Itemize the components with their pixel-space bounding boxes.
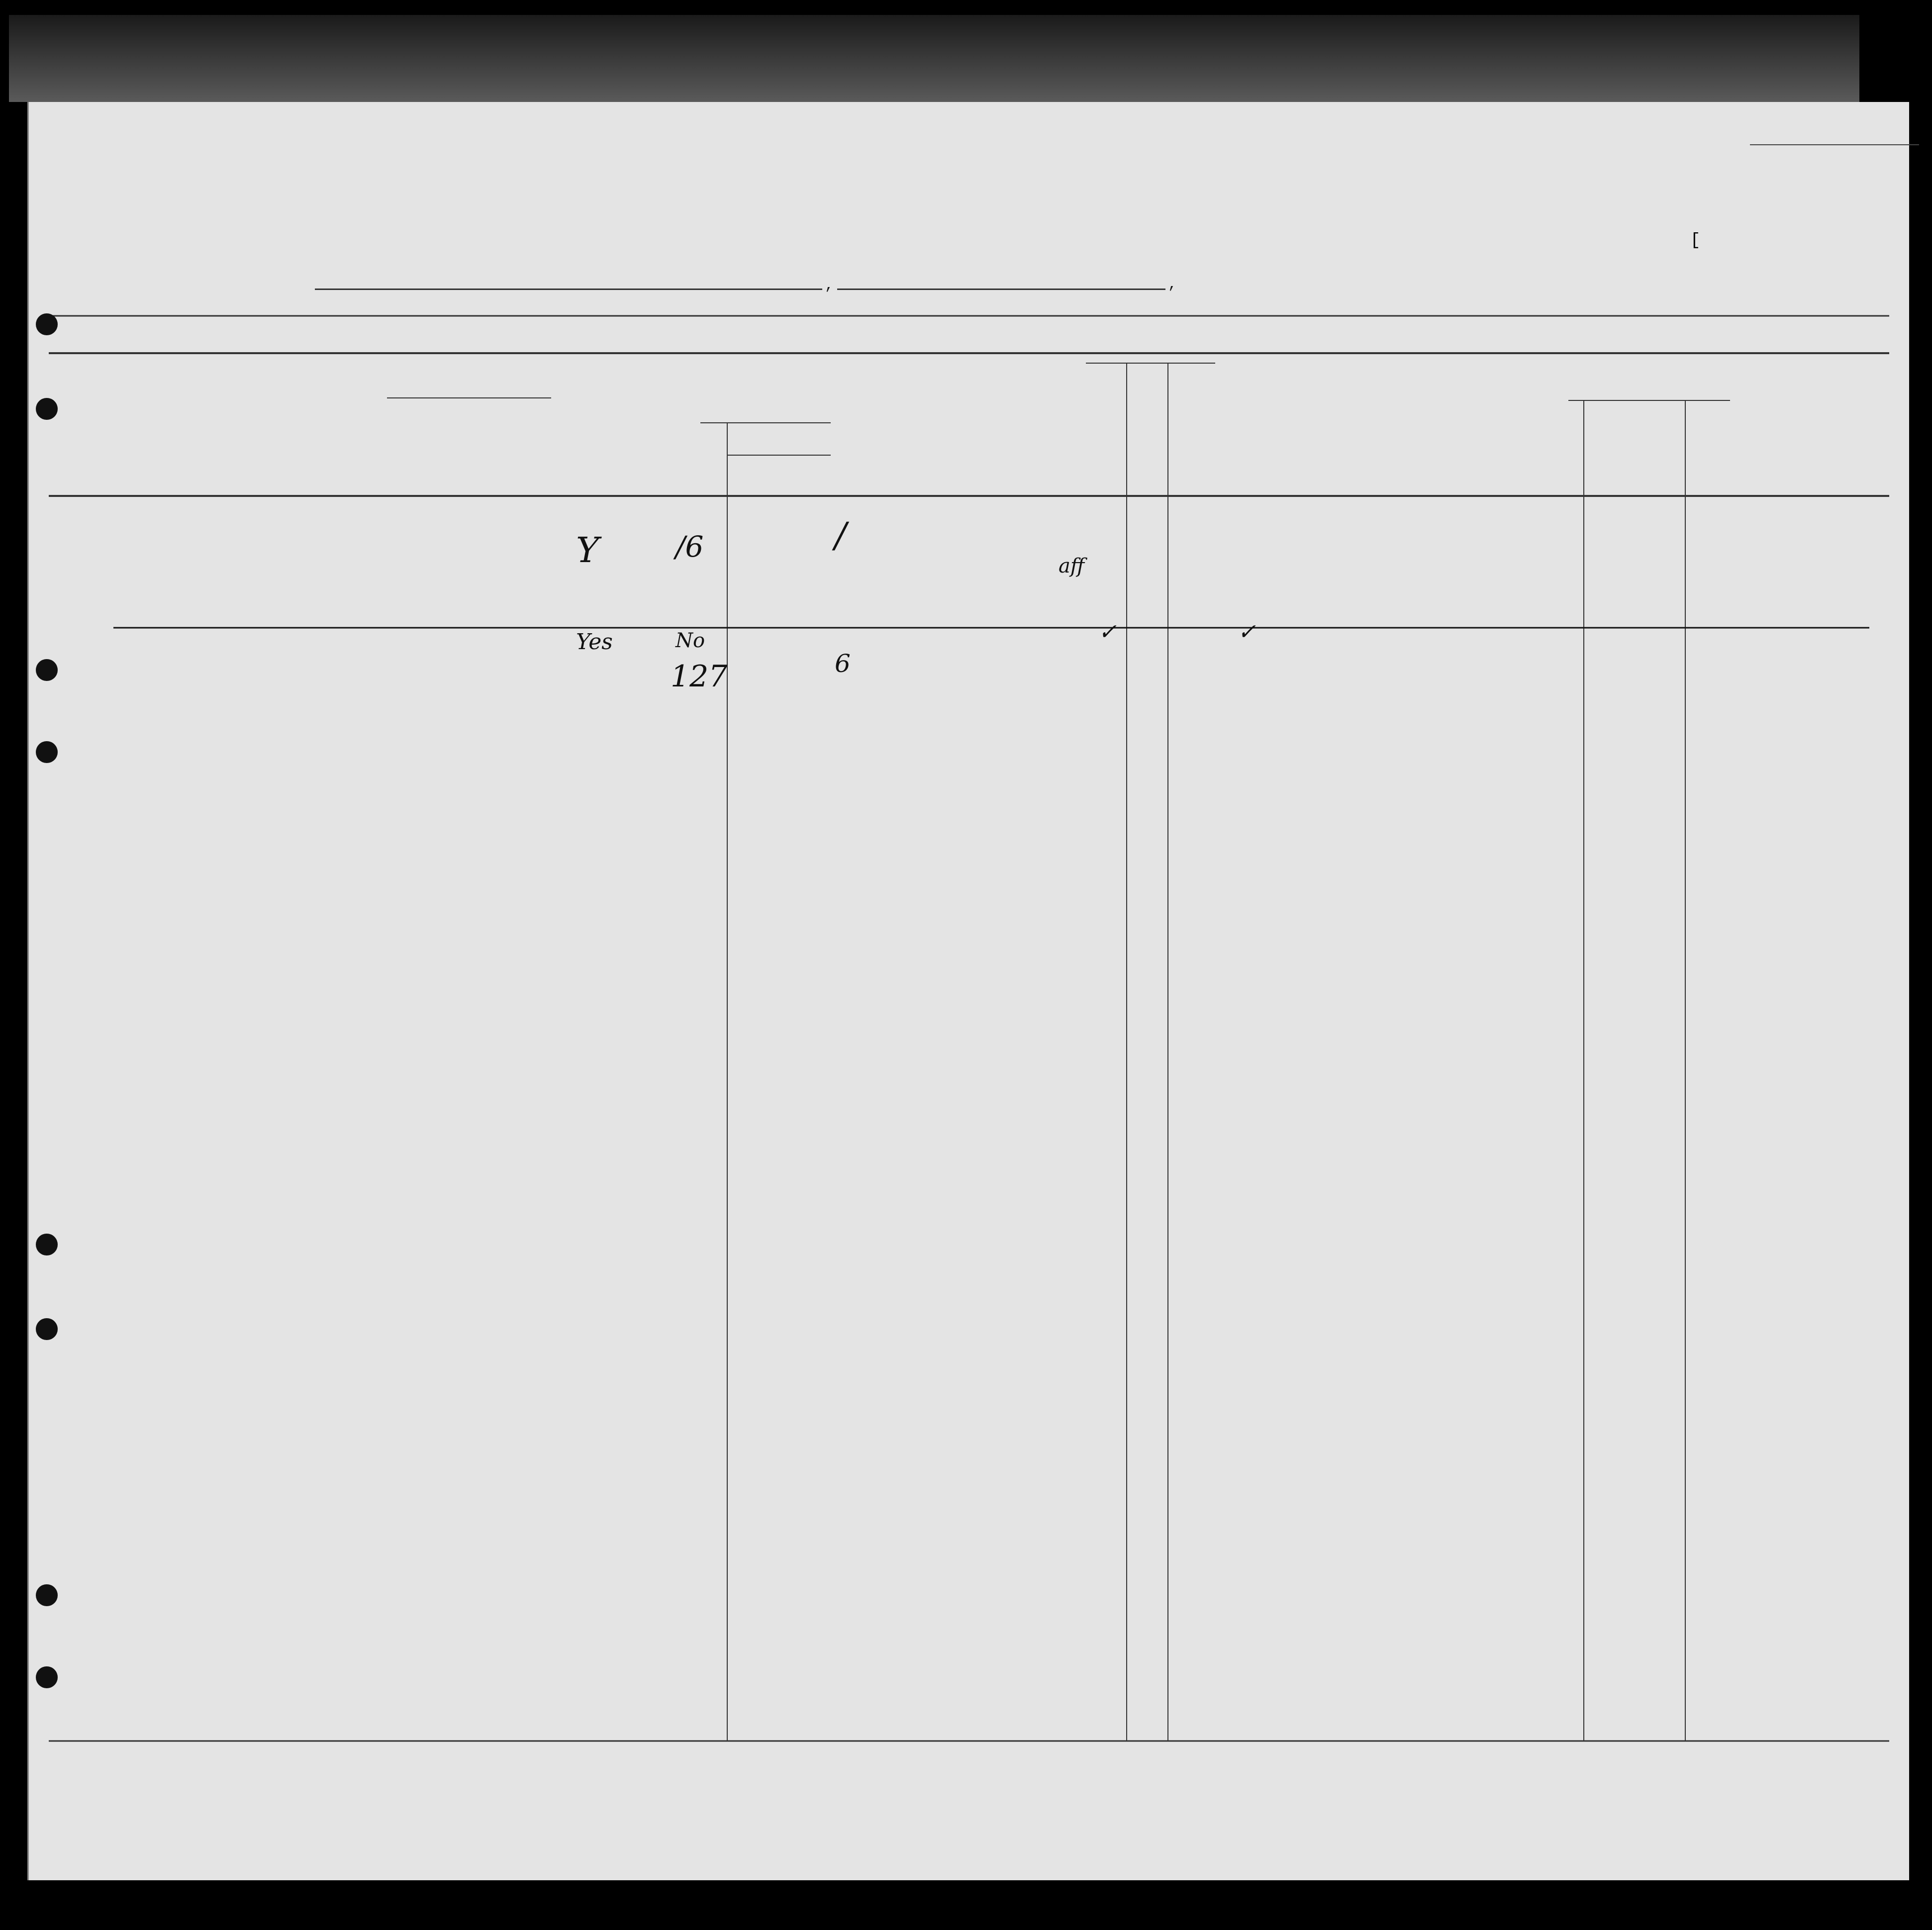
form-grid — [29, 102, 1909, 1880]
punch-hole — [36, 398, 58, 420]
hand-no-mark: No — [676, 629, 705, 652]
hdr-prison — [1218, 368, 1257, 492]
hand-tick-mark-2: ✓ — [1238, 619, 1256, 645]
hdr-overthrow — [1307, 368, 1352, 492]
hdr-inches — [1596, 445, 1616, 485]
hdr-offer — [1357, 368, 1397, 492]
hand-aff-mark: aff — [1059, 555, 1085, 578]
hdr-feet — [1571, 453, 1588, 482]
hand-tick-mark: ✓ — [1098, 619, 1117, 645]
hdr-deported — [1397, 368, 1437, 492]
hdr-money — [671, 366, 735, 490]
hdr-ticket — [574, 366, 648, 490]
punch-hole — [36, 659, 58, 681]
hand-join-mark: / — [835, 515, 847, 556]
punch-hole — [36, 1666, 58, 1688]
hand-yes-mark: Yes — [576, 629, 613, 655]
hand-six-mark: 6 — [835, 649, 851, 678]
hand-127-mark: 127 — [671, 659, 728, 694]
hdr-purpose-b — [1131, 368, 1165, 492]
hdr-purpose-a — [1088, 368, 1123, 492]
hand-ticket-mark: Y — [576, 530, 599, 571]
punch-hole — [36, 1234, 58, 1255]
hdr-anarchist — [1282, 368, 1302, 492]
punch-hole — [36, 741, 58, 763]
punch-hole — [36, 313, 58, 335]
hand-money-mark: /6 — [676, 530, 704, 564]
punch-hole — [36, 1318, 58, 1340]
hdr-polygamist — [1260, 368, 1280, 492]
punch-hole — [36, 1584, 58, 1606]
manifest-sheet: , , [ Y /6 / aff Yes No 127 6 ✓ ✓ — [27, 102, 1909, 1880]
hdr-purpose-c — [1173, 368, 1208, 492]
